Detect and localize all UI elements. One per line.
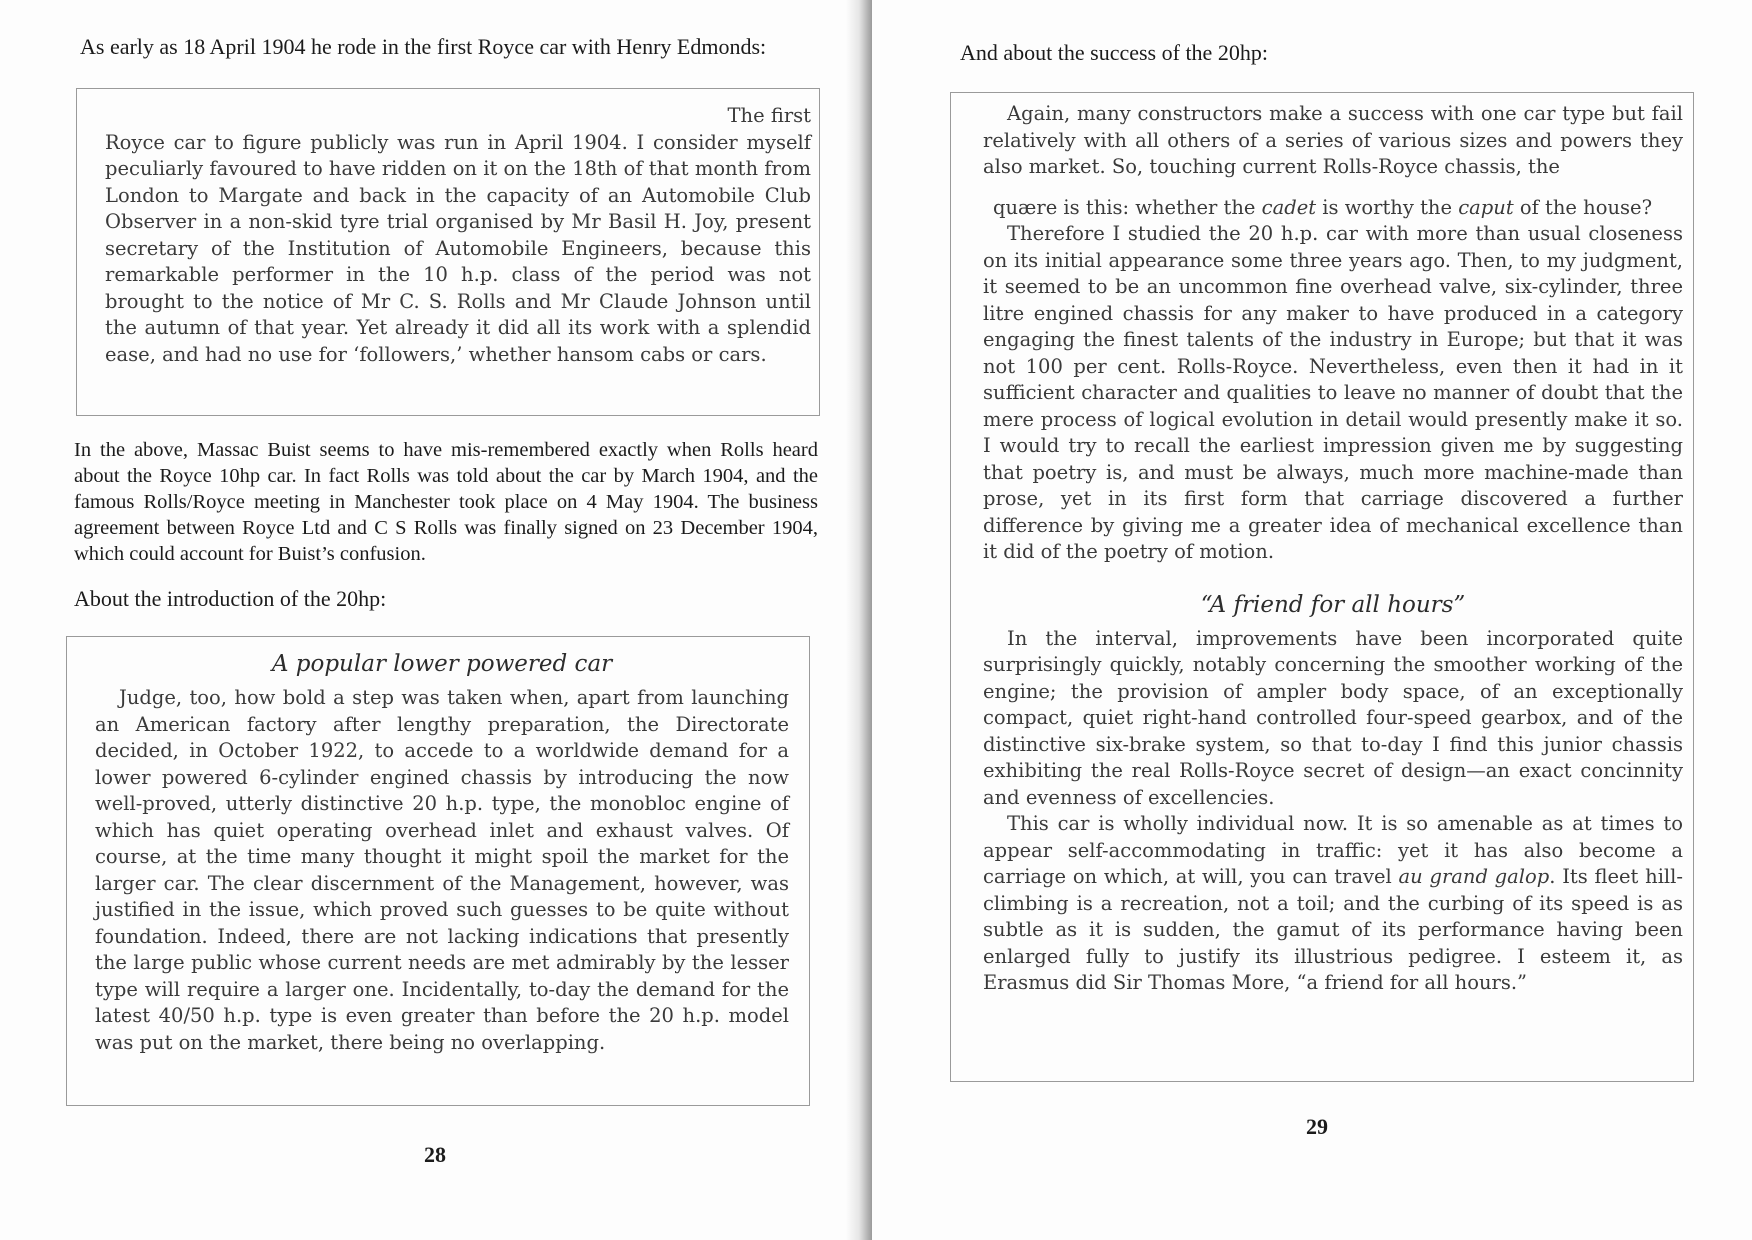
quaere-text-start: quære is this: whether the [993,195,1256,219]
quote-para-individual [983,811,1683,997]
quote-text-first-royce: Royce car to figure publicly was run in April 1904. I consider myself peculiarly favoured to have ridden on it on the 18th of that month from London to Margate and back in the capacity of an Automobile Club Observer in a non-skid tyre trial organised by Mr Basil H. Joy, present secretary of the Institution of Automobile Engineers, because this remarkable performer in the 10 h.p. class of the period was not brought to the notice of Mr C. S. Rolls and Mr Claude Johnson until the autumn of that year. Yet already it did all its work with a splendid ease, and had no use for ‘followers,’ whether hansom cabs or cars. [105,130,811,366]
quote-para-quaere [983,195,1683,222]
quote-para-interval: In the interval, improvements have been incorporated quite surprisingly quickly, notably concerning the smoother working of the engine; the provision of ampler body space, of an exceptionally compact, quiet right-hand controlled four-speed gearbox, and of the distinctive six-brake system, so that to-day I find this junior chassis exhibiting the real Rolls-Royce secret of design—an exact concinnity and evenness of excellencies. [983,626,1683,809]
quaere-text-mid: is worthy the [1322,195,1453,219]
caption-success-20hp: And about the success of the 20hp: [960,40,1268,65]
caption-first-royce-car: As early as 18 April 1904 he rode in the first Royce car with Henry Edmonds: [80,34,767,59]
page-number-right: 29 [1306,1114,1328,1139]
page-number-left: 28 [424,1142,446,1167]
quote-title-popular-car: A popular lower powered car [271,651,613,677]
quote-para-constructors: Again, many constructors make a success with one car type but fail relatively with all others of a series of various sizes and powers they also market. So, touching current Rolls-Royce chassis, the [983,102,1683,178]
caption-introduction-20hp: About the introduction of the 20hp: [74,586,387,611]
quote-box-popular-car [66,636,810,1106]
quote-lead-the-first: The first [727,104,811,127]
left-page [0,0,872,1240]
quote-text-popular-car: Judge, too, how bold a step was taken when, apart from launching an American factory after lengthy preparation, the Directorate decided, in October 1922, to accede to a worldwide demand for a lower powered 6-cylinder engined chassis by introducing the now well-proved, utterly distinctive 20 h.p. type, the monobloc engine of which has quiet operating overhead inlet and exhaust valves. Of course, at the time many thought it might spoil the market for the larger car. The clear discernment of the Management, however, was justified in the issue, which proved such guesses to be quite without foundation. Indeed, there are not lacking indications that presently the large public whose current needs are met admirably by the lesser type will require a larger one. Incidentally, to-day the demand for the latest 40/50 h.p. type is even greater than before the 20 h.p. model was put on the market, there being no overlapping. [95,686,789,1054]
individual-emphasis-galop: au grand galop [1398,865,1550,888]
commentary-paragraph: In the above, Massac Buist seems to have mis-remembered exactly when Rolls heard about the Royce 10hp car. In fact Rolls was told about the car by March 1904, and the famous Rolls/Royce meeting in Manchester took place on 4 May 1904. The business agreement between Royce Ltd and C S Rolls was finally signed on 23 December 1904, which could account for Buist’s confusion. [74,439,818,565]
quote-subtitle-friend: “A friend for all hours” [1200,591,1466,618]
right-page [872,0,1752,1240]
quote-box-first-royce [76,88,820,416]
quaere-emphasis-cadet: cadet [1261,195,1317,219]
quaere-text-end: of the house? [1519,195,1653,219]
quaere-emphasis-caput: caput [1458,195,1514,219]
quote-box-success [950,92,1694,1082]
quote-para-studied: Therefore I studied the 20 h.p. car with more than usual closeness on its initial appearance some three years ago. Then, to my judgment, it seemed to be an uncommon fine overhead valve, six-cylinder, three litre engined chassis for any maker to have produced in a category engaging the finest talents of the industry in Europe; but that it was not 100 per cent. Rolls-Royce. Nevertheless, even then it had in it sufficient character and qualities to leave no manner of doubt that the mere process of logical evolution in detail would presently make it so. I would try to recall the earliest impression given me by suggesting that poetry is, and must be always, much more machine-made than prose, yet in its first form that carriage discovered a further difference by giving me a greater idea of mechanical excellence than it did of the poetry of motion. [983,222,1683,563]
individual-text-end: . Its fleet hill-climbing is a recreation, not a toil; and the curbing of its speed is as subtle as it is sudden, the gamut of its performance having been enlarged fully to justify its illustrious pedigree. I esteem it, as Erasmus did Sir Thomas More, “a friend for all hours.” [983,865,1683,994]
individual-text-start: This car is wholly individual now. It is so amenable as at times to appear self-accommodating in traffic: yet it has also become a carriage on which, at will, you can travel [983,812,1683,888]
